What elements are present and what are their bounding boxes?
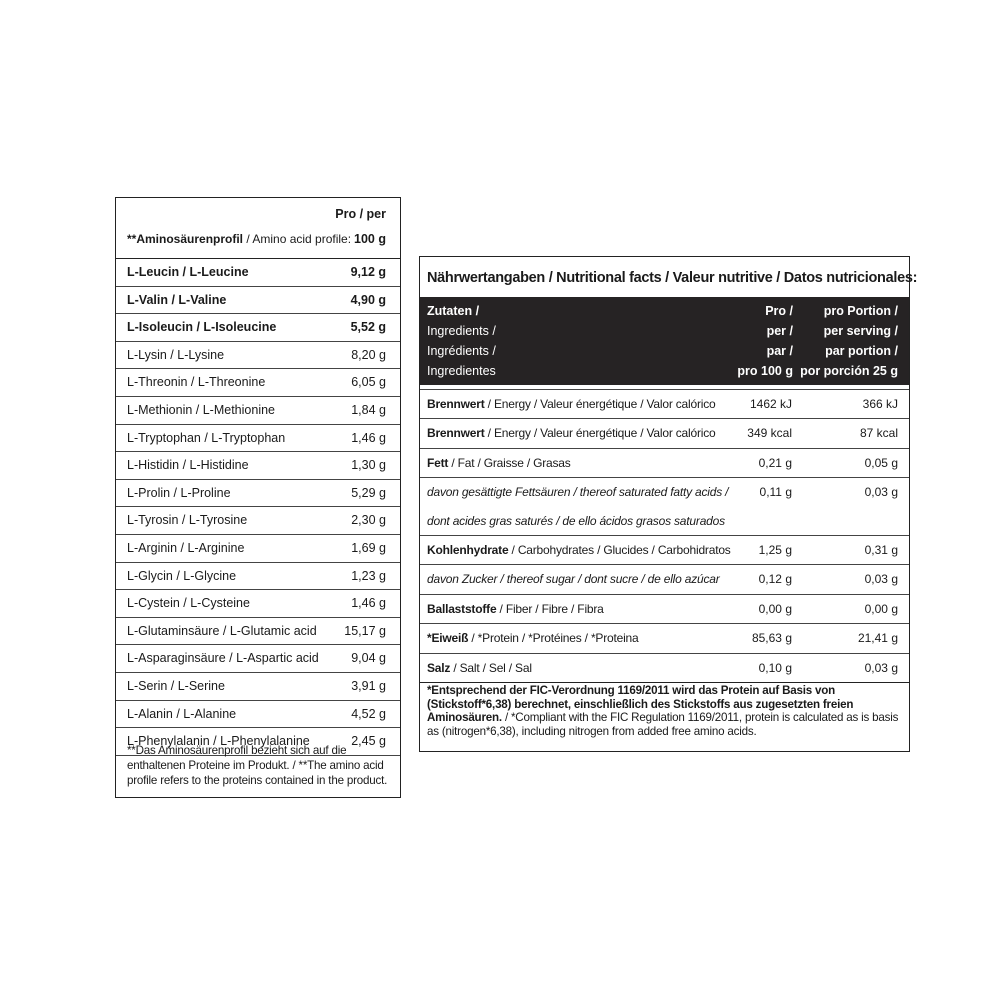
amino-row (116, 673, 400, 701)
amino-row-name: L-Phenylalanin / L-Phenylalanine (127, 734, 310, 749)
nutrition-row-per-100g: 349 kcal (747, 426, 792, 441)
amino-header-label-rest: / Amino acid profile: (243, 232, 352, 246)
header-per-serving-line: per serving / (823, 324, 898, 338)
amino-row-value: 2,30 g (351, 513, 386, 528)
amino-footnote: **Das Aminosäurenprofil bezieht sich auf die enthaltenen Proteine im Produkt. / **The amino acid profile refers to the proteins contained in the product. (127, 744, 388, 787)
amino-row-value: 8,20 g (351, 347, 386, 362)
amino-row (116, 287, 400, 315)
amino-row-name: L-Valin / L-Valine (127, 292, 227, 307)
nutrition-row (420, 419, 909, 448)
nutrition-row-name-rest: davon gesättigte Fettsäuren / thereof saturated fatty acids / (427, 485, 729, 500)
nutrition-row-name-bold: Brennwert (427, 426, 485, 441)
amino-row (116, 397, 400, 425)
nutrition-row-name-rest: / Energy / Valeur énergétique / Valor calórico (484, 426, 716, 441)
nutrition-row (420, 595, 909, 624)
amino-row-name: L-Leucin / L-Leucine (127, 265, 249, 279)
header-per-serving-line: pro Portion / (823, 304, 898, 318)
nutrition-row-name-rest: / Fiber / Fibre / Fibra (496, 601, 604, 616)
nutrition-facts-panel (419, 256, 918, 752)
nutrition-row-name-rest: / *Protein / *Protéines / *Proteina (468, 631, 639, 646)
amino-header-value: 100 g (354, 232, 386, 246)
nutrition-row-name-bold: Brennwert (427, 397, 485, 411)
nutrition-title: Nährwertangaben / Nutritional facts / Valeur nutritive / Datos nutricionales: (427, 270, 918, 286)
header-per-100g-column (737, 301, 793, 381)
amino-row-value: 1,23 g (351, 568, 386, 583)
amino-row-value: 1,30 g (351, 458, 386, 473)
nutrition-row-per-100g: 0,11 g (759, 485, 792, 500)
amino-header-per-label: Pro / per (335, 207, 386, 221)
nutrition-row-per-100g: 0,10 g (758, 660, 792, 675)
amino-row-name: L-Tryptophan / L-Tryptophan (127, 430, 286, 445)
amino-row (116, 701, 400, 729)
nutrition-row-name-bold: Salz (427, 660, 451, 675)
header-per-100g-line: par / (766, 344, 793, 358)
nutrition-row-name (427, 543, 731, 557)
amino-row-name: L-Asparaginsäure / L-Aspartic acid (127, 651, 319, 666)
nutrition-row-per-serving: 0,03 g (864, 572, 898, 587)
header-per-100g-line: Pro / (765, 304, 793, 318)
header-per-serving-column (800, 301, 898, 381)
nutrition-row-per-100g: 0,12 g (758, 572, 792, 587)
amino-row-value: 4,90 g (350, 292, 386, 307)
nutrition-row-name-rest: davon Zucker / thereof sugar / dont sucre / de ello azúcar (427, 572, 720, 587)
amino-row-value: 5,52 g (350, 320, 386, 335)
nutrition-row-per-100g: 0,00 g (758, 601, 792, 616)
nutrition-row-per-serving: 366 kJ (862, 397, 898, 411)
amino-row-name: L-Lysin / L-Lysine (127, 347, 225, 362)
amino-row-name: L-Histidin / L-Histidine (127, 458, 249, 473)
amino-header-label-bold: **Aminosäurenprofil (127, 232, 244, 246)
protein-note (427, 684, 899, 738)
nutrition-row-name (427, 397, 716, 411)
header-ingredients-column (427, 301, 496, 381)
amino-row-name: L-Tyrosin / L-Tyrosine (127, 513, 248, 528)
nutrition-row-name-rest: dont acides gras saturés / de ello ácidos grasos saturados (427, 513, 725, 528)
amino-row (116, 645, 400, 673)
amino-row-value: 9,04 g (351, 651, 386, 666)
nutrition-row-name (427, 485, 728, 499)
nutrition-row-name (427, 426, 716, 440)
nutrition-row (420, 449, 909, 478)
header-per-serving-line: par portion / (825, 344, 898, 358)
nutrition-row (420, 624, 909, 653)
amino-row-value: 15,17 g (344, 623, 386, 638)
nutrition-row-name-rest: / Carbohydrates / Glucides / Carbohidratos (508, 542, 731, 557)
amino-header-per (116, 207, 400, 225)
header-ingredients-line: Ingredients / (427, 324, 496, 338)
amino-row-value: 4,52 g (351, 706, 386, 721)
amino-row-value: 1,84 g (351, 402, 386, 417)
nutrition-row-name-bold: Kohlenhydrate (427, 542, 509, 557)
amino-header-label (127, 232, 351, 246)
amino-row-value: 3,91 g (351, 678, 386, 693)
amino-row-name: L-Glycin / L-Glycine (127, 568, 237, 583)
protein-note-bold: *Entsprechend der FIC-Verordnung 1169/2011 wird das Protein auf Basis von (Stickstoff*6,38) berechnet, einschließlich des Stickstoffs aus zugesetzten freien Aminosäuren. (427, 684, 854, 724)
nutrition-row-name-bold: Fett (427, 455, 449, 470)
nutrition-row-per-serving: 0,00 g (864, 601, 898, 616)
amino-row (116, 425, 400, 453)
amino-row-value: 1,69 g (351, 540, 386, 555)
nutrition-row-per-serving: 0,31 g (864, 542, 898, 557)
header-ingredients-line: Ingrédients / (427, 344, 496, 358)
header-per-100g-line: pro 100 g (737, 364, 793, 378)
nutrition-row-name-bold: *Eiweiß (427, 631, 469, 646)
amino-row (116, 342, 400, 370)
amino-row (116, 535, 400, 563)
nutrition-row-name (427, 514, 725, 528)
nutrition-row (420, 536, 909, 565)
nutrition-table (420, 389, 909, 683)
nutrition-row-per-serving: 21,41 g (857, 631, 898, 646)
amino-row (116, 507, 400, 535)
nutrition-row-per-serving: 87 kcal (859, 426, 898, 441)
amino-row-name: L-Methionin / L-Methionine (127, 402, 275, 417)
amino-row-value: 1,46 g (351, 596, 386, 611)
amino-row-value: 2,45 g (351, 734, 386, 749)
amino-table (116, 258, 400, 756)
nutrition-row-name-rest: / Fat / Graisse / Grasas (448, 455, 571, 470)
nutrition-row-per-100g: 1462 kJ (749, 397, 792, 411)
header-ingredients-line: Zutaten / (427, 304, 480, 318)
amino-row-name: L-Isoleucin / L-Isoleucine (127, 320, 277, 335)
nutrition-header-band (420, 297, 909, 385)
nutrition-row-per-serving: 0,05 g (864, 455, 898, 470)
amino-row-name: L-Alanin / L-Alanine (127, 706, 237, 721)
amino-row-name: L-Glutaminsäure / L-Glutamic acid (127, 623, 317, 638)
nutrition-row (420, 565, 909, 594)
amino-row (116, 259, 400, 287)
header-ingredients-line: Ingredientes (427, 364, 496, 378)
amino-row (116, 452, 400, 480)
amino-row-value: 1,46 g (351, 430, 386, 445)
header-per-serving-line: por porción 25 g (800, 364, 898, 378)
nutrition-row-name-rest: / Salt / Sel / Sal (450, 660, 532, 675)
header-per-100g-line: per / (766, 324, 793, 338)
nutrition-row-per-100g: 1,25 g (758, 542, 792, 557)
amino-row-name: L-Prolin / L-Proline (127, 485, 231, 500)
amino-acid-profile-panel (115, 197, 401, 798)
amino-row (116, 369, 400, 397)
nutrition-row-name (427, 602, 604, 616)
amino-row (116, 618, 400, 646)
nutrition-row-per-100g: 85,63 g (751, 631, 792, 646)
amino-row (116, 563, 400, 591)
nutrition-row (420, 507, 909, 536)
nutrition-row (420, 389, 909, 419)
nutrition-row-name (427, 661, 532, 675)
nutrition-row-per-serving: 0,03 g (864, 485, 898, 500)
protein-note-rest: / *Compliant with the FIC Regulation 1169/2011, protein is calculated as is basis as (nitrogen*6,38), including nitrogen from added free amino acids. (427, 711, 899, 738)
nutrition-row (420, 654, 909, 683)
nutrition-row-name-bold: Ballaststoffe (427, 601, 497, 616)
amino-row (116, 480, 400, 508)
nutrition-row-name-rest: / Energy / Valeur énergétique / Valor calórico (484, 397, 716, 411)
amino-row-name: L-Arginin / L-Arginine (127, 540, 245, 555)
amino-row-value: 9,12 g (350, 265, 386, 279)
amino-header (116, 232, 400, 250)
amino-row-name: L-Threonin / L-Threonine (127, 375, 266, 390)
amino-row-value: 5,29 g (351, 485, 386, 500)
amino-row (116, 314, 400, 342)
nutrition-row-per-serving: 0,03 g (864, 660, 898, 675)
nutrition-row-name (427, 456, 571, 470)
amino-row (116, 590, 400, 618)
amino-row-name: L-Cystein / L-Cysteine (127, 596, 250, 611)
nutrition-row-name (427, 572, 720, 586)
nutrition-row-name (427, 631, 639, 645)
nutrition-row (420, 478, 909, 506)
nutrition-row-per-100g: 0,21 g (758, 455, 792, 470)
amino-row-value: 6,05 g (351, 375, 386, 390)
amino-row-name: L-Serin / L-Serine (127, 678, 225, 693)
